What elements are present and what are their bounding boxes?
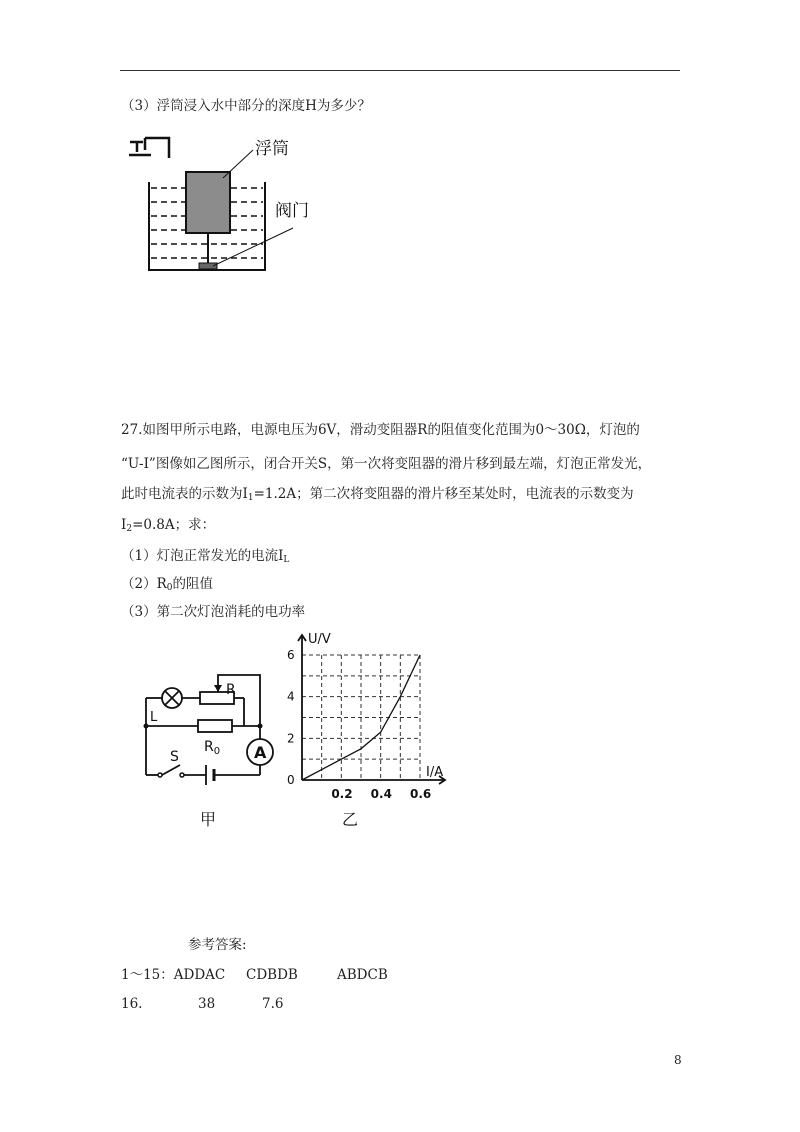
ui-graph	[280, 625, 465, 840]
y-axis-label: U/V	[308, 632, 331, 647]
switch-contact	[180, 773, 184, 777]
q27-sub3: （3）第二次灯泡消耗的电功率	[121, 604, 306, 620]
valve-plug	[199, 263, 217, 269]
answer-row2-a: 16.	[121, 996, 143, 1012]
y-tick-label: 2	[287, 731, 295, 746]
y-tick-label: 0	[287, 773, 295, 787]
circuit-caption: 甲	[200, 810, 217, 829]
float-label: 浮筒	[255, 139, 289, 159]
answers-heading: 参考答案:	[188, 937, 247, 953]
header-rule	[120, 70, 680, 71]
valve-label: 阀门	[275, 201, 309, 221]
circuit-diagram	[140, 665, 280, 835]
x-tick-label: 0.2	[331, 787, 353, 801]
label-R0: $R_0$	[204, 739, 221, 757]
y-tick-label: 4	[287, 689, 295, 704]
answer-row1-c: ABDCB	[337, 967, 388, 983]
chart-caption: 乙	[342, 810, 359, 829]
answer-row1-b: CDBDB	[246, 967, 298, 983]
label-L: L	[150, 710, 158, 725]
battery-icon	[206, 765, 214, 785]
answer-row1-a: 1～15：ADDAC	[121, 967, 226, 983]
label-S: S	[170, 749, 179, 765]
lamp-icon	[162, 688, 182, 708]
svg-text:A: A	[254, 743, 267, 762]
y-tick-label: 6	[287, 648, 295, 662]
x-axis-label: I/A	[426, 765, 444, 780]
q27-line2: “U-I”图像如乙图所示，闭合开关S，第一次将变阻器的滑片移到最左端，灯泡正常发光，	[121, 456, 652, 472]
q27-line1: 27.如图甲所示电路，电源电压为6V，滑动变阻器R的阻值变化范围为0～30Ω，灯泡的	[121, 422, 640, 438]
question-3-text: （3）浮筒浸入水中部分的深度H为多少？	[121, 98, 371, 114]
q27-line4: $I_2=0.8A$；求：	[121, 517, 216, 534]
answer-row2-c: 7.6	[262, 996, 284, 1012]
x-tick-label: 0.4	[370, 787, 392, 801]
page-number: 8	[674, 1053, 682, 1067]
float-block	[186, 172, 230, 233]
q27-sub2: $(2)R_0$的阻值	[121, 576, 213, 593]
q27-sub1: （1）灯泡正常发光的电流$I_L$	[121, 548, 290, 565]
label-R: R	[226, 682, 236, 698]
ammeter-icon	[247, 739, 273, 765]
q27-line3: 此时电流表的示数为$I_1=1.2A$；第二次将变阻器的滑片移至某处时，电流表的示数变为	[121, 486, 634, 503]
switch-contact	[158, 773, 162, 777]
faucet-icon	[129, 138, 169, 158]
x-tick-label: 0.6	[410, 787, 432, 801]
float-tank-figure	[125, 130, 325, 275]
answer-row2-b: 38	[198, 996, 216, 1012]
